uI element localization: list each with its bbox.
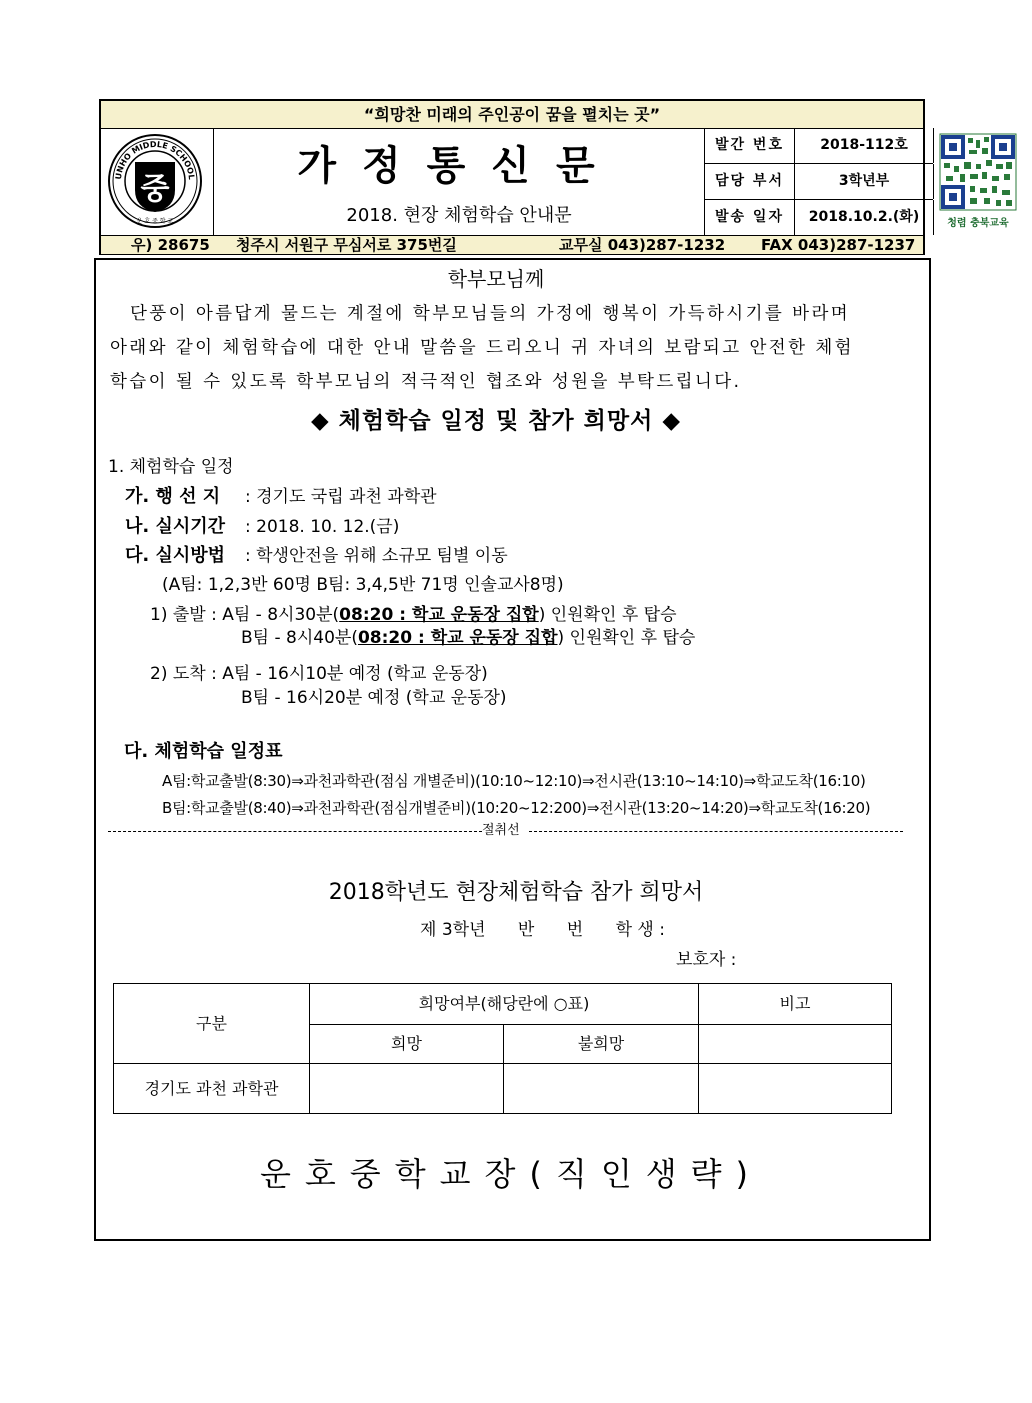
intro-line-2: 아래와 같이 체험학습에 대한 안내 말씀을 드리오니 귀 자녀의 보람되고 안전한 체험 — [110, 338, 854, 358]
logo-bottom-text: 운 호 중 학 교 — [136, 218, 174, 225]
publication-meta — [705, 128, 933, 235]
meta-value: 2018.10.2.(화) — [795, 200, 934, 235]
itinerary-team-a: A팀:학교출발(8:30)⇒과천과학관(점심 개별준비)(10:10~12:10)⇒전시관(13:10~14:10)⇒학교도착(16:10) — [162, 772, 866, 790]
period-label: 나. 실시기간 — [125, 516, 226, 537]
logo-arc-text: UNHO MIDDLE SCHOOL — [113, 139, 197, 181]
address-fax: FAX 043)287-1237 — [761, 236, 916, 254]
departure-line-a: 1) 출발 : A팀 - 8시30분(08:20 : 학교 운동장 집합) 인원확인 후 탑승 — [150, 605, 677, 625]
destination-label: 가. 행 선 지 — [125, 486, 221, 507]
method-label: 다. 실시방법 — [125, 545, 226, 566]
qr-code — [934, 128, 1023, 235]
itinerary-heading: 다. 체험학습 일정표 — [124, 741, 283, 762]
period-value: : 2018. 10. 12.(금) — [245, 517, 400, 537]
arrival-line-a: 2) 도착 : A팀 - 16시10분 예정 (학교 운동장) — [150, 664, 488, 684]
section-title: ◆ 체험학습 일정 및 참가 희망서 ◆ — [310, 408, 682, 434]
destination-value: : 경기도 국립 과천 과학관 — [245, 487, 437, 507]
row-destination: 경기도 과천 과학관 — [144, 1079, 279, 1098]
parent-info-line: 보호자 : — [676, 950, 737, 970]
itinerary-team-b: B팀:학교출발(8:40)⇒과천과학관(점심개별준비)(10:20~12:200)⇒전시관(13:20~14:20)⇒학교도착(16:20) — [162, 799, 871, 817]
meta-label: 발간 번호 — [705, 128, 795, 163]
logo-char: 중 — [140, 172, 170, 207]
intro-line-3: 학습이 될 수 있도록 학부모님의 적극적인 협조와 성원을 부탁드립니다. — [110, 372, 742, 392]
meta-value: 3학년부 — [795, 164, 934, 199]
address-street: 청주시 서원구 무심서로 375번길 — [236, 236, 457, 254]
form-title: 2018학년도 현장체험학습 참가 희망서 — [328, 880, 704, 905]
intro-line-1: 단풍이 아름답게 물드는 계절에 학부모님들의 가정에 행복이 가득하시기를 바라며 — [130, 304, 851, 324]
school-emblem-icon — [101, 128, 213, 235]
greeting: 학부모님께 — [447, 267, 545, 291]
participation-table — [113, 983, 892, 1114]
principal-signature: 운호중학교장(직인생략) — [259, 1155, 763, 1193]
address-zip: 우) 28675 — [131, 236, 210, 254]
school-address — [101, 235, 923, 254]
arrival-line-b: B팀 - 16시20분 예정 (학교 운동장) — [241, 688, 507, 708]
meta-value: 2018-112호 — [795, 128, 934, 163]
student-info-line: 제 3학년 반 번 학 생 : — [420, 920, 665, 940]
cut-line-label: 절취선 — [482, 823, 520, 838]
header-participation: 희망여부(해당란에 ○표) — [418, 994, 590, 1013]
meta-label: 담당 부서 — [705, 164, 795, 199]
header-note: 비고 — [779, 994, 811, 1013]
schedule-heading: 1. 체험학습 일정 — [108, 457, 234, 477]
meta-row-department — [705, 164, 933, 200]
header-category: 구분 — [196, 1014, 227, 1033]
departure-line-b: B팀 - 8시40분(08:20 : 학교 운동장 집합) 인원확인 후 탑승 — [241, 628, 696, 648]
document-subtitle: 2018. 현장 체험학습 안내문 — [346, 205, 572, 226]
departure-a-assembly: 08:20 : 학교 운동장 집합 — [339, 605, 539, 625]
header-wish-yes: 희망 — [391, 1034, 422, 1053]
cell-note[interactable] — [699, 1064, 891, 1113]
meta-row-date — [705, 200, 933, 235]
departure-b-assembly: 08:20 : 학교 운동장 집합 — [357, 628, 558, 648]
note-blank-header — [699, 1025, 891, 1063]
method-value: : 학생안전을 위해 소규모 팀별 이동 — [245, 546, 508, 566]
title-area — [214, 128, 705, 235]
qr-code-icon — [934, 128, 1023, 235]
cut-line-right — [529, 831, 903, 832]
cut-line-left — [108, 831, 482, 832]
header-wish-no: 불희망 — [577, 1034, 625, 1053]
school-slogan: “희망찬 미래의 주인공이 꿈을 펼치는 곳” — [101, 101, 923, 129]
meta-row-number — [705, 128, 933, 164]
cell-wish-yes[interactable] — [310, 1064, 503, 1113]
meta-label: 발송 일자 — [705, 200, 795, 235]
qr-caption: 청렴 충북교육 — [947, 218, 1009, 229]
document-title: 가정통신문 — [297, 142, 621, 189]
school-logo — [101, 128, 214, 235]
cell-wish-no[interactable] — [504, 1064, 698, 1113]
team-composition: (A팀: 1,2,3반 60명 B팀: 3,4,5반 71명 인솔교사8명) — [162, 575, 564, 595]
newsletter-header — [99, 99, 1009, 255]
address-office-phone: 교무실 043)287-1232 — [559, 236, 726, 254]
